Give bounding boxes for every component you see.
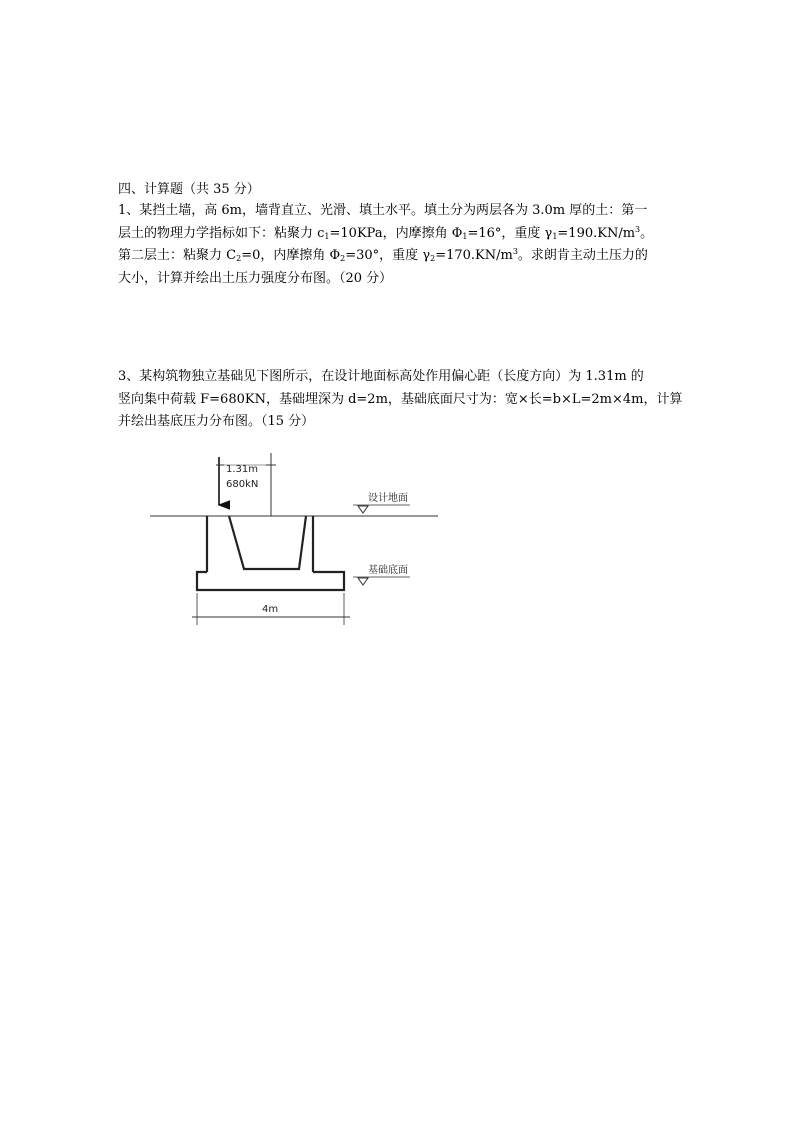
base-slab [197, 572, 344, 590]
pedestal-outline [207, 516, 313, 572]
q1-line-1: 1、某挡土墙，高 6m，墙背直立、光滑、填土水平。填土分为两层各为 3.0m 厚的土：第一 [118, 203, 648, 218]
q1-line-3 [118, 245, 678, 268]
q1-text: =190.KN/m [557, 225, 636, 241]
q1-text: 层土的物理力学指标如下：粘聚力 c [118, 225, 325, 241]
base-label: 基础底面 [368, 565, 408, 576]
superscript: 3 [635, 224, 641, 234]
q3-line-3: 并绘出基底压力分布图。（15 分） [118, 414, 315, 429]
q1-text: =0，内摩擦角 Φ [241, 248, 341, 263]
section-title: 四、计算题（共 35 分） [118, 182, 260, 197]
subscript: 1 [324, 231, 330, 241]
q1-line-4: 大小，计算并绘出土压力强度分布图。（20 分） [118, 270, 393, 286]
q1-text: 第二层土：粘聚力 C [118, 248, 237, 263]
question-1 [118, 200, 678, 290]
ground-level-icon [358, 506, 368, 513]
q1-text: =30°，重度 γ [345, 248, 431, 263]
subscript: 1 [462, 231, 468, 241]
question-3 [118, 366, 683, 434]
superscript: 3 [512, 247, 518, 256]
q1-text: =170.KN/m [435, 248, 513, 263]
subscript: 2 [340, 254, 346, 263]
q3-line-2: 竖向集中荷载 F=680KN，基础埋深为 d=2m，基础底面尺寸为：宽×长=b×L=2m×4m，计算 [118, 391, 683, 407]
subscript: 1 [552, 231, 558, 241]
q1-text: 。 [640, 225, 654, 241]
q3-line-1: 3、某构筑物独立基础见下图所示，在设计地面标高处作用偏心距（长度方向）为 1.31m 的 [118, 369, 644, 384]
width-label: 4m [262, 604, 279, 615]
subscript: 2 [430, 254, 436, 263]
q1-text: =10KPa，内摩擦角 Φ [329, 225, 463, 241]
q1-text: =16°，重度 γ [467, 225, 553, 241]
base-level-icon [358, 578, 368, 585]
foundation-svg [140, 445, 450, 635]
q1-line-2 [118, 223, 678, 246]
eccentricity-label: 1.31m [226, 464, 259, 475]
ground-label: 设计地面 [368, 493, 408, 504]
foundation-diagram [140, 445, 450, 635]
q1-text: 。求朗肯主动土压力的 [517, 248, 648, 263]
subscript: 2 [236, 254, 242, 263]
load-label: 680kN [226, 479, 259, 490]
